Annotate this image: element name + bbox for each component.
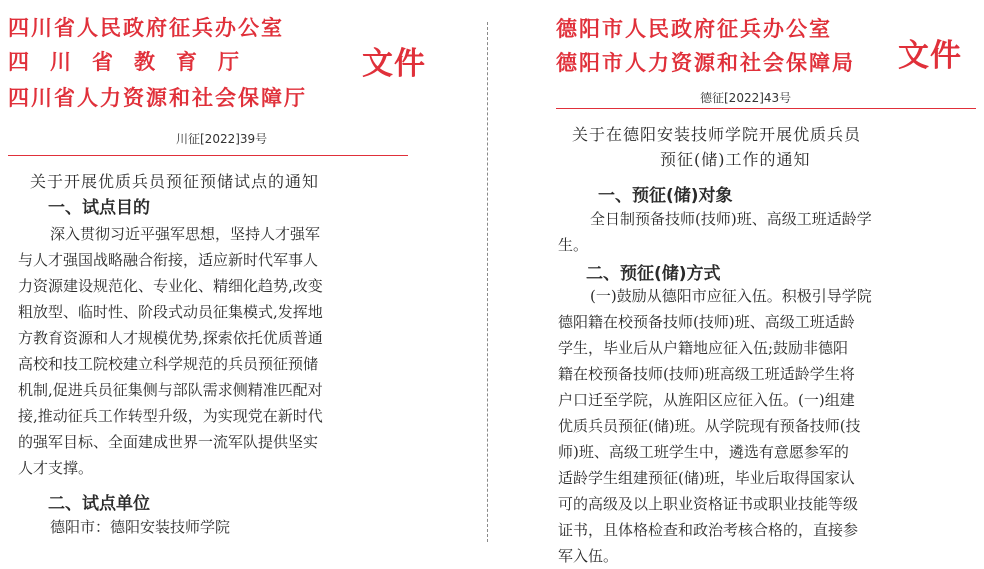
paragraph-line: 德阳籍在校预备技师(技师)班、高级工班适龄 [558, 313, 855, 331]
paragraph-line: 适龄学生组建预征(储)班，毕业后取得国家认 [558, 469, 855, 487]
right-doc-type: 文件 [898, 38, 962, 74]
right-section-1-body [558, 206, 872, 258]
paragraph-line: 军入伍。 [558, 547, 619, 565]
paragraph-line: 籍在校预备技师(技师)班高级工班适龄学生将 [558, 365, 855, 383]
paragraph-line: 机制,促进兵员征集侧与部队需求侧精准匹配对 [18, 381, 323, 399]
right-section-1-heading: 一、预征(储)对象 [598, 186, 733, 206]
paragraph-line: 人才支撑。 [18, 459, 94, 477]
page-divider [487, 22, 488, 542]
paragraph-line: 优质兵员预征(储)班。从学院现有预备技师(技 [558, 417, 861, 435]
paragraph-line: 师)班、高级工班学生中，遴选有意愿参军的 [558, 443, 849, 461]
paragraph-line: 与人才强国战略融合衔接，适应新时代军事人 [18, 251, 319, 269]
right-doc-title-line-1: 关于在德阳安装技师学院开展优质兵员 [572, 125, 862, 144]
right-section-2-body [558, 283, 872, 569]
left-section-1-body [18, 221, 323, 481]
paragraph-line: (一)鼓励从德阳市应征入伍。积极引导学院 [590, 287, 872, 305]
left-issuer-1: 四川省人民政府征兵办公室 [8, 16, 284, 40]
right-red-rule [556, 108, 976, 109]
left-doc-type: 文件 [362, 46, 426, 82]
paragraph-line: 力资源建设规范化、专业化、精细化趋势,改变 [18, 277, 323, 295]
right-issuer-1: 德阳市人民政府征兵办公室 [556, 17, 832, 41]
paragraph-line: 德阳市：德阳安装技师学院 [50, 518, 231, 536]
paragraph-line: 高校和技工院校建立科学规范的兵员预征预储 [18, 355, 319, 373]
right-doc-number: 德征[2022]43号 [700, 91, 792, 105]
paragraph-line: 学生，毕业后从户籍地应征入伍;鼓励非德阳 [558, 339, 849, 357]
paragraph-line: 方教育资源和人才规模优势,探索依托优质普通 [18, 329, 323, 347]
right-doc-title-line-2: 预征(储)工作的通知 [660, 150, 811, 169]
left-issuer-3: 四川省人力资源和社会保障厅 [8, 86, 307, 110]
left-red-rule [8, 155, 408, 156]
paragraph-line: 深入贯彻习近平强军思想，坚持人才强军 [50, 225, 321, 243]
paragraph-line: 户口迁至学院，从旌阳区应征入伍。(一)组建 [558, 391, 855, 409]
left-issuer-2: 四 川 省 教 育 厅 [8, 50, 239, 74]
right-section-2-heading: 二、预征(储)方式 [586, 264, 721, 284]
paragraph-line: 接,推动征兵工作转型升级，为实现党在新时代 [18, 407, 323, 425]
left-doc-title: 关于开展优质兵员预征预储试点的通知 [30, 172, 320, 191]
left-doc-number: 川征[2022]39号 [176, 132, 268, 146]
left-section-2-heading: 二、试点单位 [48, 494, 150, 514]
left-section-2-body [50, 514, 230, 540]
paragraph-line: 全日制预备技师(技师)班、高级工班适龄学 [590, 210, 872, 228]
paragraph-line: 可的高级及以上职业资格证书或职业技能等级 [558, 495, 859, 513]
paragraph-line: 的强军目标、全面建成世界一流军队提供坚实 [18, 433, 319, 451]
paragraph-line: 生。 [558, 236, 589, 254]
left-section-1-heading: 一、试点目的 [48, 198, 150, 218]
right-issuer-2: 德阳市人力资源和社会保障局 [556, 51, 855, 75]
paragraph-line: 证书，且体格检查和政治考核合格的，直接参 [558, 521, 859, 539]
paragraph-line: 粗放型、临时性、阶段式动员征集模式,发挥地 [18, 303, 323, 321]
